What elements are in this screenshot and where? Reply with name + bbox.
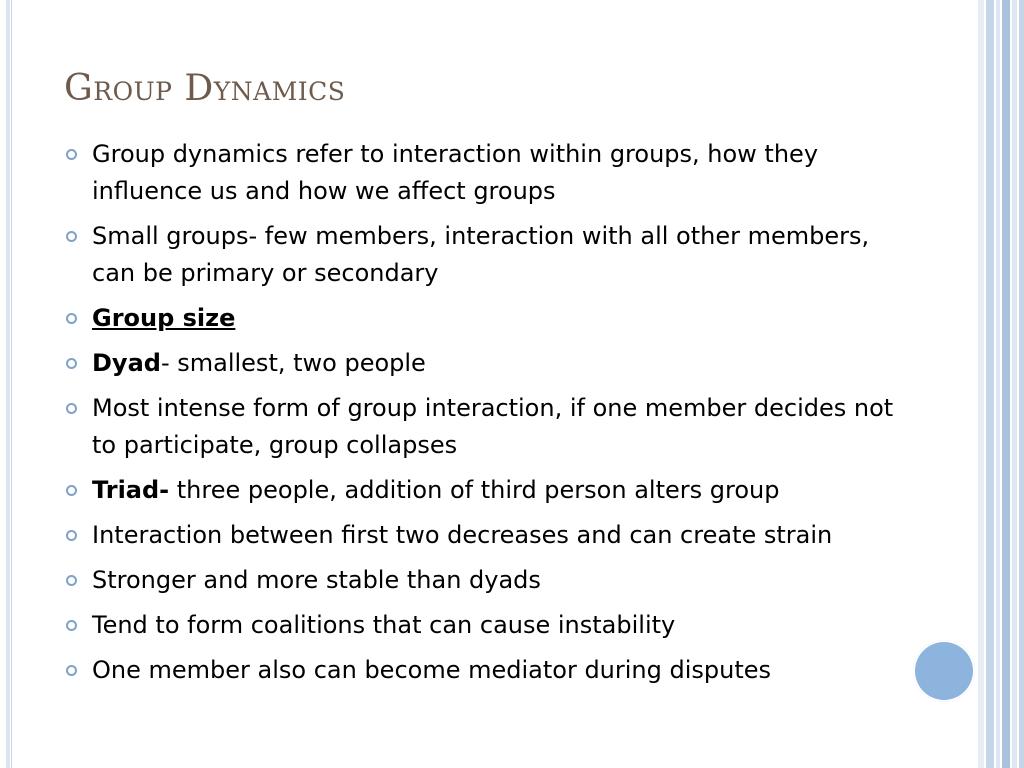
stripe [978, 0, 984, 768]
bullet-circle-icon [66, 313, 77, 324]
bullet-item [64, 607, 894, 644]
bullet-term: Triad- [92, 476, 170, 504]
bullet-circle-icon [66, 403, 77, 414]
stripe [986, 0, 994, 768]
bullet-text: Group dynamics refer to interaction within groups, how they influence us and how we affect groups [92, 140, 819, 205]
bullet-circle-icon [66, 530, 77, 541]
bullet-circle-icon [66, 358, 77, 369]
bullet-item [64, 218, 894, 292]
stripe [1019, 0, 1024, 768]
bullet-text: Tend to form coalitions that can cause instability [92, 611, 676, 639]
bullet-item [64, 390, 894, 464]
bullet-heading-text: Group size [92, 304, 236, 332]
bullet-item [64, 345, 894, 382]
stripe [1002, 0, 1010, 768]
bullet-circle-icon [66, 620, 77, 631]
bullet-text: Most intense form of group interaction, if one member decides not to participate, group collapses [92, 394, 894, 459]
bullet-circle-icon [66, 231, 77, 242]
bullet-item [64, 472, 894, 509]
decorative-circle [913, 640, 975, 702]
left-border-decoration [6, 0, 10, 768]
bullet-item [64, 517, 894, 554]
bullet-text: three people, addition of third person alters group [169, 476, 780, 504]
left-border-line [11, 0, 12, 768]
bullet-circle-icon [66, 149, 77, 160]
bullet-item [64, 562, 894, 599]
bullet-circle-icon [66, 665, 77, 676]
bullet-item [64, 136, 894, 210]
bullet-text: One member also can become mediator during disputes [92, 656, 772, 684]
bullet-item [64, 300, 894, 337]
stripe [996, 0, 1000, 768]
bullet-list [64, 136, 894, 697]
bullet-text: Stronger and more stable than dyads [92, 566, 541, 594]
stripe [1012, 0, 1017, 768]
right-stripes-decoration [978, 0, 1024, 768]
bullet-text: Small groups- few members, interaction with all other members, can be primary or secondary [92, 222, 870, 287]
bullet-circle-icon [66, 575, 77, 586]
bullet-text: Interaction between first two decreases and can create strain [92, 521, 833, 549]
bullet-term: Dyad [92, 349, 161, 377]
bullet-text: - smallest, two people [160, 349, 426, 377]
bullet-item [64, 652, 894, 689]
bullet-circle-icon [66, 485, 77, 496]
slide-title: Group Dynamics [64, 68, 346, 109]
